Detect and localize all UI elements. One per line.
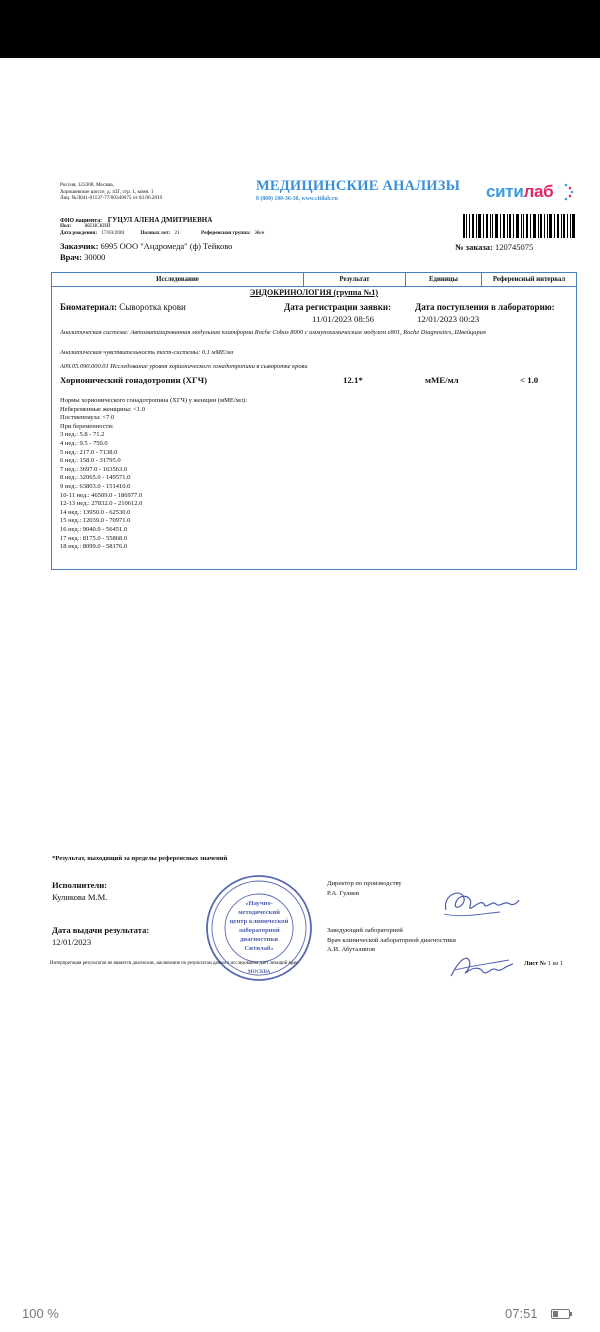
doctor-row: [60, 252, 105, 262]
lab-arrival-label: Дата поступления в лабораторию:: [415, 302, 555, 312]
analytic-system: Аналитическая система: Автоматизированная модульная платформа Roche Cobas 8000 с иммунохимическим модулем е801, Roche Diagnostics, Швейцария: [60, 329, 486, 336]
norm-line: Постменпауза: <7.0: [60, 414, 115, 422]
stamp-line: центр клинической: [229, 918, 289, 925]
sheet-num: 1: [547, 960, 551, 967]
header-contacts: 8 (800) 100-36-30, www.citilab.ru: [256, 196, 338, 202]
reference-norms: [60, 397, 247, 552]
norm-line: 17 нед.: 8175.0 - 55868.0: [60, 534, 128, 542]
norm-line: 5 нед.: 217.0 - 7138.0: [60, 448, 118, 456]
patient-info: [60, 215, 360, 238]
sheet-number: [524, 960, 563, 967]
clock: 07:51: [505, 1306, 538, 1321]
sheet-of: из 1: [552, 960, 564, 967]
patient-dob: 17/03/2001: [101, 230, 126, 237]
norm-line: 6 нед.: 158.0 - 31795.0: [60, 457, 121, 465]
norm-line: 14 нед.: 13950.0 - 62530.0: [60, 508, 131, 516]
patient-age: 21: [174, 230, 180, 237]
norm-line: 4 нед.: 9.5 - 750.0: [60, 439, 108, 447]
col-header-units: Единицы: [406, 273, 482, 286]
customer-label: Заказчик:: [60, 241, 99, 251]
refgroup-label: Референсная группа:: [201, 230, 251, 237]
battery-icon: [551, 1309, 573, 1319]
norm-line: 16 нед.: 9040.0 - 56451.0: [60, 525, 128, 533]
patient-name: ГУЦУЛ АЛЕНА ДМИТРИЕВНА: [107, 216, 213, 224]
out-of-range-note: *Результат, выходящий за пределы референсных значений: [52, 855, 228, 862]
stamp-line: диагностики: [239, 936, 279, 943]
registration-date-value: 11/01/2023 08:56: [312, 314, 374, 324]
patient-refgroup: Жен: [254, 230, 265, 237]
norm-line: 10-11 нед.: 46509.0 - 186977.0: [60, 491, 143, 499]
director-block: [327, 879, 402, 898]
biomaterial-label: Биоматериал:: [60, 302, 118, 312]
age-label: Полных лет:: [140, 230, 171, 237]
patient-dob-row: [60, 230, 360, 238]
table-header: [52, 273, 576, 287]
header-title: МЕДИЦИНСКИЕ АНАЛИЗЫ: [256, 178, 461, 194]
norm-line: 12-13 нед.: 27832.0 - 210612.0: [60, 500, 143, 508]
dob-label: Дата рождения:: [60, 230, 98, 237]
norm-line: Небеременные женщины: <1.0: [60, 405, 145, 413]
norm-line: 18 нед.: 8099.0 - 58176.0: [60, 543, 128, 551]
norm-line: При беременности:: [60, 422, 114, 430]
norm-line: 7 нед.: 3697.0 - 163563.0: [60, 465, 128, 473]
lab-arrival-value: 12/01/2023 00:23: [417, 314, 480, 324]
status-bar: [0, 1306, 600, 1332]
norm-line: Нормы хорионического гонадотропина (ХГЧ) у женщин (мМЕ/мл):: [60, 397, 248, 404]
disclaimer: Интерпретация результатов не является диагнозом, заключение по результатам данного исследования дает лечащий врач.: [50, 961, 299, 966]
performers-value: Куликова М.М.: [52, 892, 108, 902]
top-black-bar: [0, 0, 600, 58]
director-signature-icon: [440, 884, 520, 924]
col-header-reference: Референсный интервал: [492, 276, 566, 283]
logo-dots-icon: [563, 180, 575, 204]
fio-label: ФИО пациента:: [60, 218, 103, 224]
lab-address: [60, 182, 260, 202]
order-barcode-icon: [463, 214, 575, 238]
patient-sex: ЖЕНСКИЙ: [84, 222, 111, 229]
stamp-line: лабораторной: [238, 927, 280, 934]
address-line: Россия, 123308, Москва,: [60, 182, 115, 188]
head-title: Заведующий лабораторией: [327, 927, 403, 934]
sheet-label: Лист №: [524, 960, 547, 967]
norm-line: 9 нед.: 63803.0 - 151410.0: [60, 482, 131, 490]
sex-label: Пол:: [60, 222, 72, 229]
norm-line: 15 нед.: 12039.0 - 70971.0: [60, 517, 131, 525]
test-code: А09.05.090.000.01 Исследование уровня хорионического гонадотропина в сыворотке крови: [60, 363, 308, 370]
issue-date-value: 12/01/2023: [52, 937, 92, 947]
doctor-value: 30000: [84, 252, 106, 262]
order-value: 120745075: [494, 242, 534, 252]
sensitivity: Аналитическая чувствительность тест-системы: 0.1 мМЕ/мл: [60, 349, 234, 356]
test-result: 12.1*: [343, 375, 363, 385]
test-reference: < 1.0: [520, 375, 539, 385]
stamp-line: методический: [238, 909, 280, 916]
norm-line: 3 нед.: 5.8 - 71.2: [60, 431, 105, 439]
stamp-line: Ситилаб»: [244, 945, 274, 952]
head-block: [327, 926, 456, 955]
biomaterial: [60, 302, 186, 312]
citilab-logo: ситилаб: [486, 182, 554, 201]
registration-date-label: Дата регистрации заявки:: [284, 302, 392, 312]
zoom-level: 100 %: [22, 1306, 59, 1321]
results-table: [51, 272, 577, 570]
director-title: Директор по производству: [327, 880, 402, 887]
stamp-city: МОСКВА: [247, 970, 271, 975]
director-name: Р.А. Гулиев: [327, 889, 359, 897]
col-header-result: Результат: [304, 273, 406, 286]
license-line: Лиц. №Л041-01137-77/00349075 от 03.06.2019: [60, 195, 163, 202]
biomaterial-value: Сыворотка крови: [119, 302, 186, 312]
col-header-test: Исследование: [52, 273, 304, 286]
head-title-2: Врач клинической лабораторной диагностики: [327, 936, 456, 944]
order-number: [455, 242, 533, 252]
performers-label: Исполнители:: [52, 880, 108, 890]
stamp-line: «Научно-: [245, 900, 273, 907]
issue-date-label: Дата выдачи результата:: [52, 925, 150, 935]
head-name: А.И. Абуталипов: [327, 946, 376, 954]
test-name: Хорионический гонадотропин (ХГЧ): [60, 375, 208, 385]
customer-row: [60, 241, 232, 251]
patient-fio-row: [60, 215, 360, 223]
norm-line: 8 нед.: 32065.0 - 149571.0: [60, 474, 131, 482]
customer-value: 6995 ООО "Андромеда" (ф) Тейково: [100, 241, 233, 251]
doctor-label: Врач:: [60, 252, 82, 262]
section-title: ЭНДОКРИНОЛОГИЯ (группа №1): [249, 288, 379, 297]
head-signature-icon: [447, 946, 517, 986]
address-line: Хорошевское шоссе, д. 43Г, стр. 1, комн. 1: [60, 188, 154, 195]
test-units: мМЕ/мл: [425, 375, 459, 385]
order-label: № заказа:: [455, 242, 493, 252]
